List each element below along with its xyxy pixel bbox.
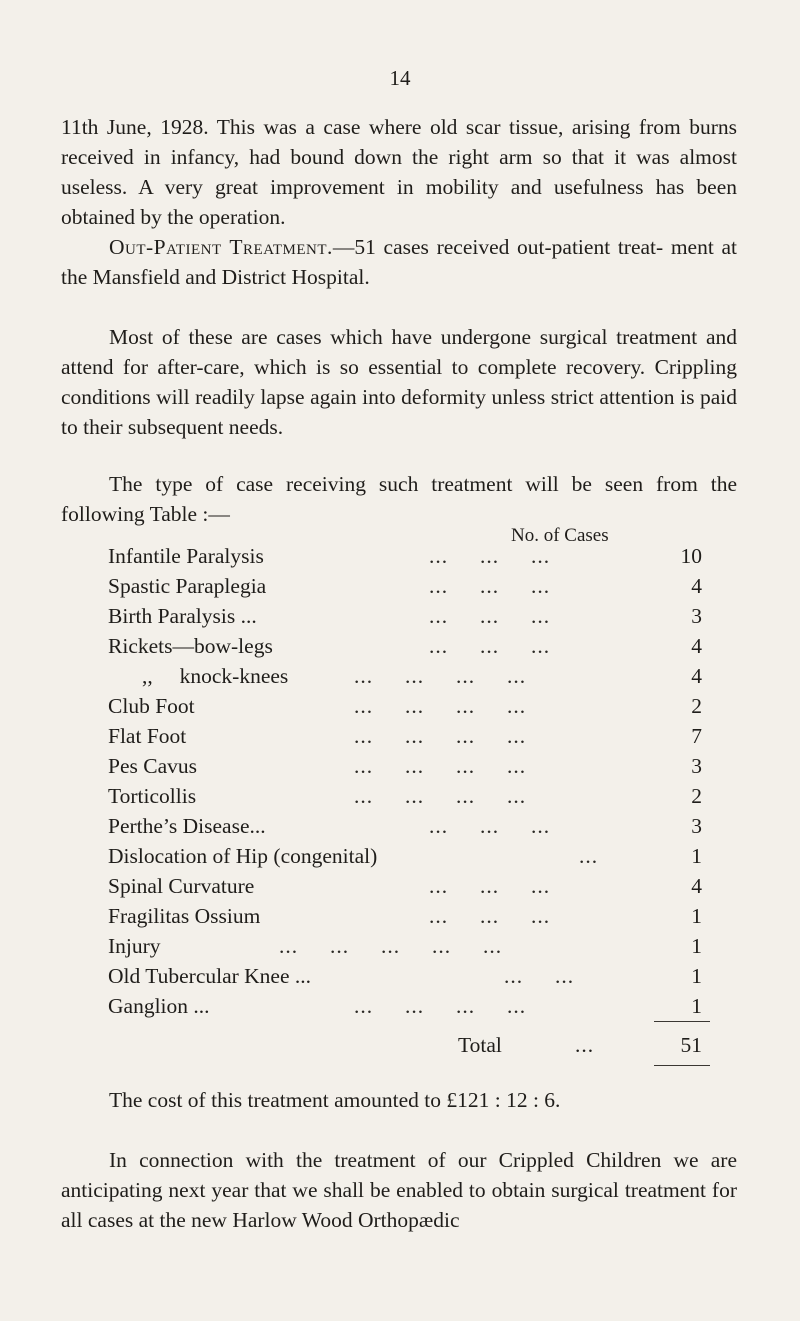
row-label: Rickets—bow-legs [108,634,273,658]
row-leader-dots: ... ... ... ... [354,724,527,748]
row-value: 2 [691,694,702,718]
row-leader-dots: ... ... ... [429,604,551,628]
table-row [108,811,702,841]
row-leader-dots: ... ... ... [429,814,551,838]
total-label: Total [458,1033,502,1057]
row-label: ,, knock-knees [142,664,289,688]
table-row [108,691,702,721]
row-leader-dots: ... ... ... [429,874,551,898]
row-value: 4 [691,634,702,658]
row-leader-dots: ... ... ... [429,904,551,928]
row-value: 1 [691,904,702,928]
row-leader-dots: ... ... ... ... [354,784,527,808]
row-label: Injury [108,934,161,958]
paragraph-table-intro: The type of case receiving such treatment will be seen from the following Table :— [61,472,737,526]
table-row [108,901,702,931]
row-label: Perthe’s Disease... [108,814,266,838]
table-row [108,781,702,811]
row-label: Ganglion ... [108,994,210,1018]
row-label: Pes Cavus [108,754,197,778]
table-row [108,661,702,691]
total-rule-bottom [654,1065,710,1066]
row-value: 3 [691,604,702,628]
table-row [108,751,702,781]
section-heading-out-patient: Out-Patient Treatment. [109,235,333,259]
row-label: Spinal Curvature [108,874,255,898]
row-leader-dots: ... ... ... ... [354,694,527,718]
row-value: 7 [691,724,702,748]
row-value: 1 [691,964,702,988]
row-leader-dots: ... ... ... ... [354,994,527,1018]
table-row [108,541,702,571]
total-value: 51 [680,1033,702,1057]
row-value: 4 [691,574,702,598]
table-row [108,571,702,601]
row-label: Club Foot [108,694,195,718]
total-leader-dots: ... [575,1033,595,1057]
row-value: 1 [691,994,702,1018]
row-leader-dots: ... ... ... ... [354,664,527,688]
row-value: 4 [691,664,702,688]
row-label: Dislocation of Hip (congenital) [108,844,378,868]
table-row [108,841,702,871]
row-value: 1 [691,934,702,958]
row-leader-dots: ... ... ... [429,634,551,658]
table-row [108,601,702,631]
row-value: 1 [691,844,702,868]
paragraph-out-patient-treatment [61,232,737,292]
row-leader-dots: ... ... ... [429,544,551,568]
paragraph-cost: The cost of this treatment amounted to £121 : 12 : 6. [109,1088,561,1112]
table-column-header: No. of Cases [511,525,609,546]
total-rule-top [654,1021,710,1022]
out-patient-text: —51 cases received out-patient treat- ment at the Mansfield and District Hospital. [61,235,737,289]
paragraph-scar-tissue-case: 11th June, 1928. This was a case where old scar tissue, arising from burns received in infancy, had bound down the right arm so that it was almost useless. A very great improvement in mobility and usefulness has been obtained by the operation. [61,115,737,229]
row-label: Fragilitas Ossium [108,904,261,928]
table-row [108,991,702,1021]
row-label: Flat Foot [108,724,187,748]
row-label: Torticollis [108,784,197,808]
row-label: Infantile Paralysis [108,544,264,568]
paragraph-orthopaedic: In connection with the treatment of our Crippled Children we are anticipating next year that we shall be enabled to obtain surgical treatment for all cases at the new Harlow Wood Orthopædic [61,1148,737,1232]
table-row [108,721,702,751]
paragraph-after-care: Most of these are cases which have undergone surgical treatment and attend for after-care, which is so essential to complete recovery. Crippling conditions will readily lapse again into deformity unless strict attention is paid to their subsequent needs. [61,325,737,439]
table-row [108,931,702,961]
row-value: 2 [691,784,702,808]
row-label: Birth Paralysis ... [108,604,257,628]
row-leader-dots: ... ... ... ... ... [279,934,503,958]
row-label: Spastic Paraplegia [108,574,267,598]
row-value: 10 [680,544,702,568]
row-leader-dots: ... ... [504,964,575,988]
row-leader-dots: ... ... ... ... [354,754,527,778]
row-leader-dots: ... ... ... [429,574,551,598]
row-value: 3 [691,814,702,838]
row-value: 3 [691,754,702,778]
table-row [108,961,702,991]
row-value: 4 [691,874,702,898]
row-label: Old Tubercular Knee ... [108,964,312,988]
page-number: 14 [389,66,411,90]
table-row [108,871,702,901]
row-leader-dots: ... [579,844,599,868]
table-row [108,631,702,661]
